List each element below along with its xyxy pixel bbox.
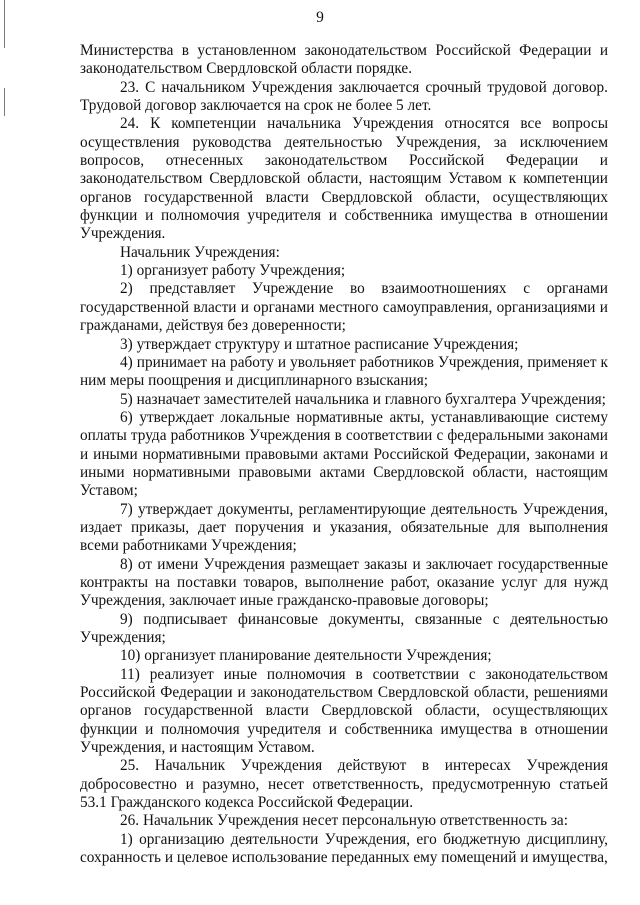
list-item-11: 11) реализует иные полномочия в соответствии с законодательством Российской Федерации и законодательством Свердловской области, решениями органов государственной власти Свердловской области, осуществляющих функции и полномочия учредителя и собственника имущества в отношении Учреждения, и настоящим Уставом. [80,665,608,757]
paragraph-head-powers: Начальник Учреждения: [120,243,280,261]
list-item-8: 8) от имени Учреждения размещает заказы и заключает государственные контракты на поставки товаров, выполнение работ, оказание услуг для нужд Учреждения, заключает иные гражданско-правовые договоры; [80,555,608,610]
paragraph-26: 26. Начальник Учреждения несет персональную ответственность за: [120,812,568,830]
paragraph-25: 25. Начальник Учреждения действуют в интересах Учреждения добросовестно и разумно, несет ответственность, предусмотренную статьей 53.1 Гражданского кодекса Российской Федерации. [80,757,608,812]
list-item-4: 4) принимает на работу и увольняет работников Учреждения, применяет к ним меры поощрения и дисциплинарного взыскания; [80,353,608,390]
paragraph-continuation: Министерства в установленном законодательством Российской Федерации и законодательством Свердловской области порядке. [80,42,608,78]
paragraph-23: 23. С начальником Учреждения заключается срочный трудовой договор. Трудовой договор заключается на срок не более 5 лет. [80,78,608,115]
list-item-1: 1) организует работу Учреждения; [120,262,346,280]
responsibility-item-1: 1) организацию деятельности Учреждения, его бюджетную дисциплину, сохранность и целевое использование переданных ему помещений и имущества, [80,830,608,867]
paragraph-24: 24. К компетенции начальника Учреждения относятся все вопросы осуществления руководства деятельностью Учреждения, за исключением вопросов, отнесенных законодательством Российской Федерации и законодательством Свердловской области, настоящим Уставом к компетенции органов государственной власти Свердловской области, осуществляющих функции и полномочия учредителя и собственника имущества в отношении Учреждения. [80,115,608,243]
page-number: 9 [316,9,324,26]
margin-line [4,88,5,116]
list-item-5: 5) назначает заместителей начальника и главного бухгалтера Учреждения; [120,390,606,408]
list-item-7: 7) утверждает документы, регламентирующие деятельность Учреждения, издает приказы, дает поручения и указания, обязательные для выполнения всеми работниками Учреждения; [80,500,608,555]
document-body [80,42,608,867]
list-item-9: 9) подписывает финансовые документы, связанные с деятельностью Учреждения; [80,610,608,646]
list-item-6: 6) утверждает локальные нормативные акты, устанавливающие систему оплаты труда работников Учреждения в соответствии с федеральными законами и иными нормативными правовыми актами Российской Федерации, законами и иными нормативными правовыми актами Свердловской области, настоящим Уставом; [80,408,608,500]
list-item-10: 10) организует планирование деятельности Учреждения; [120,647,492,665]
list-item-2: 2) представляет Учреждение во взаимоотношениях с органами государственной власти и органами местного самоуправления, организациями и гражданами, действуя без доверенности; [80,280,608,335]
list-item-3: 3) утверждает структуру и штатное расписание Учреждения; [120,335,519,353]
